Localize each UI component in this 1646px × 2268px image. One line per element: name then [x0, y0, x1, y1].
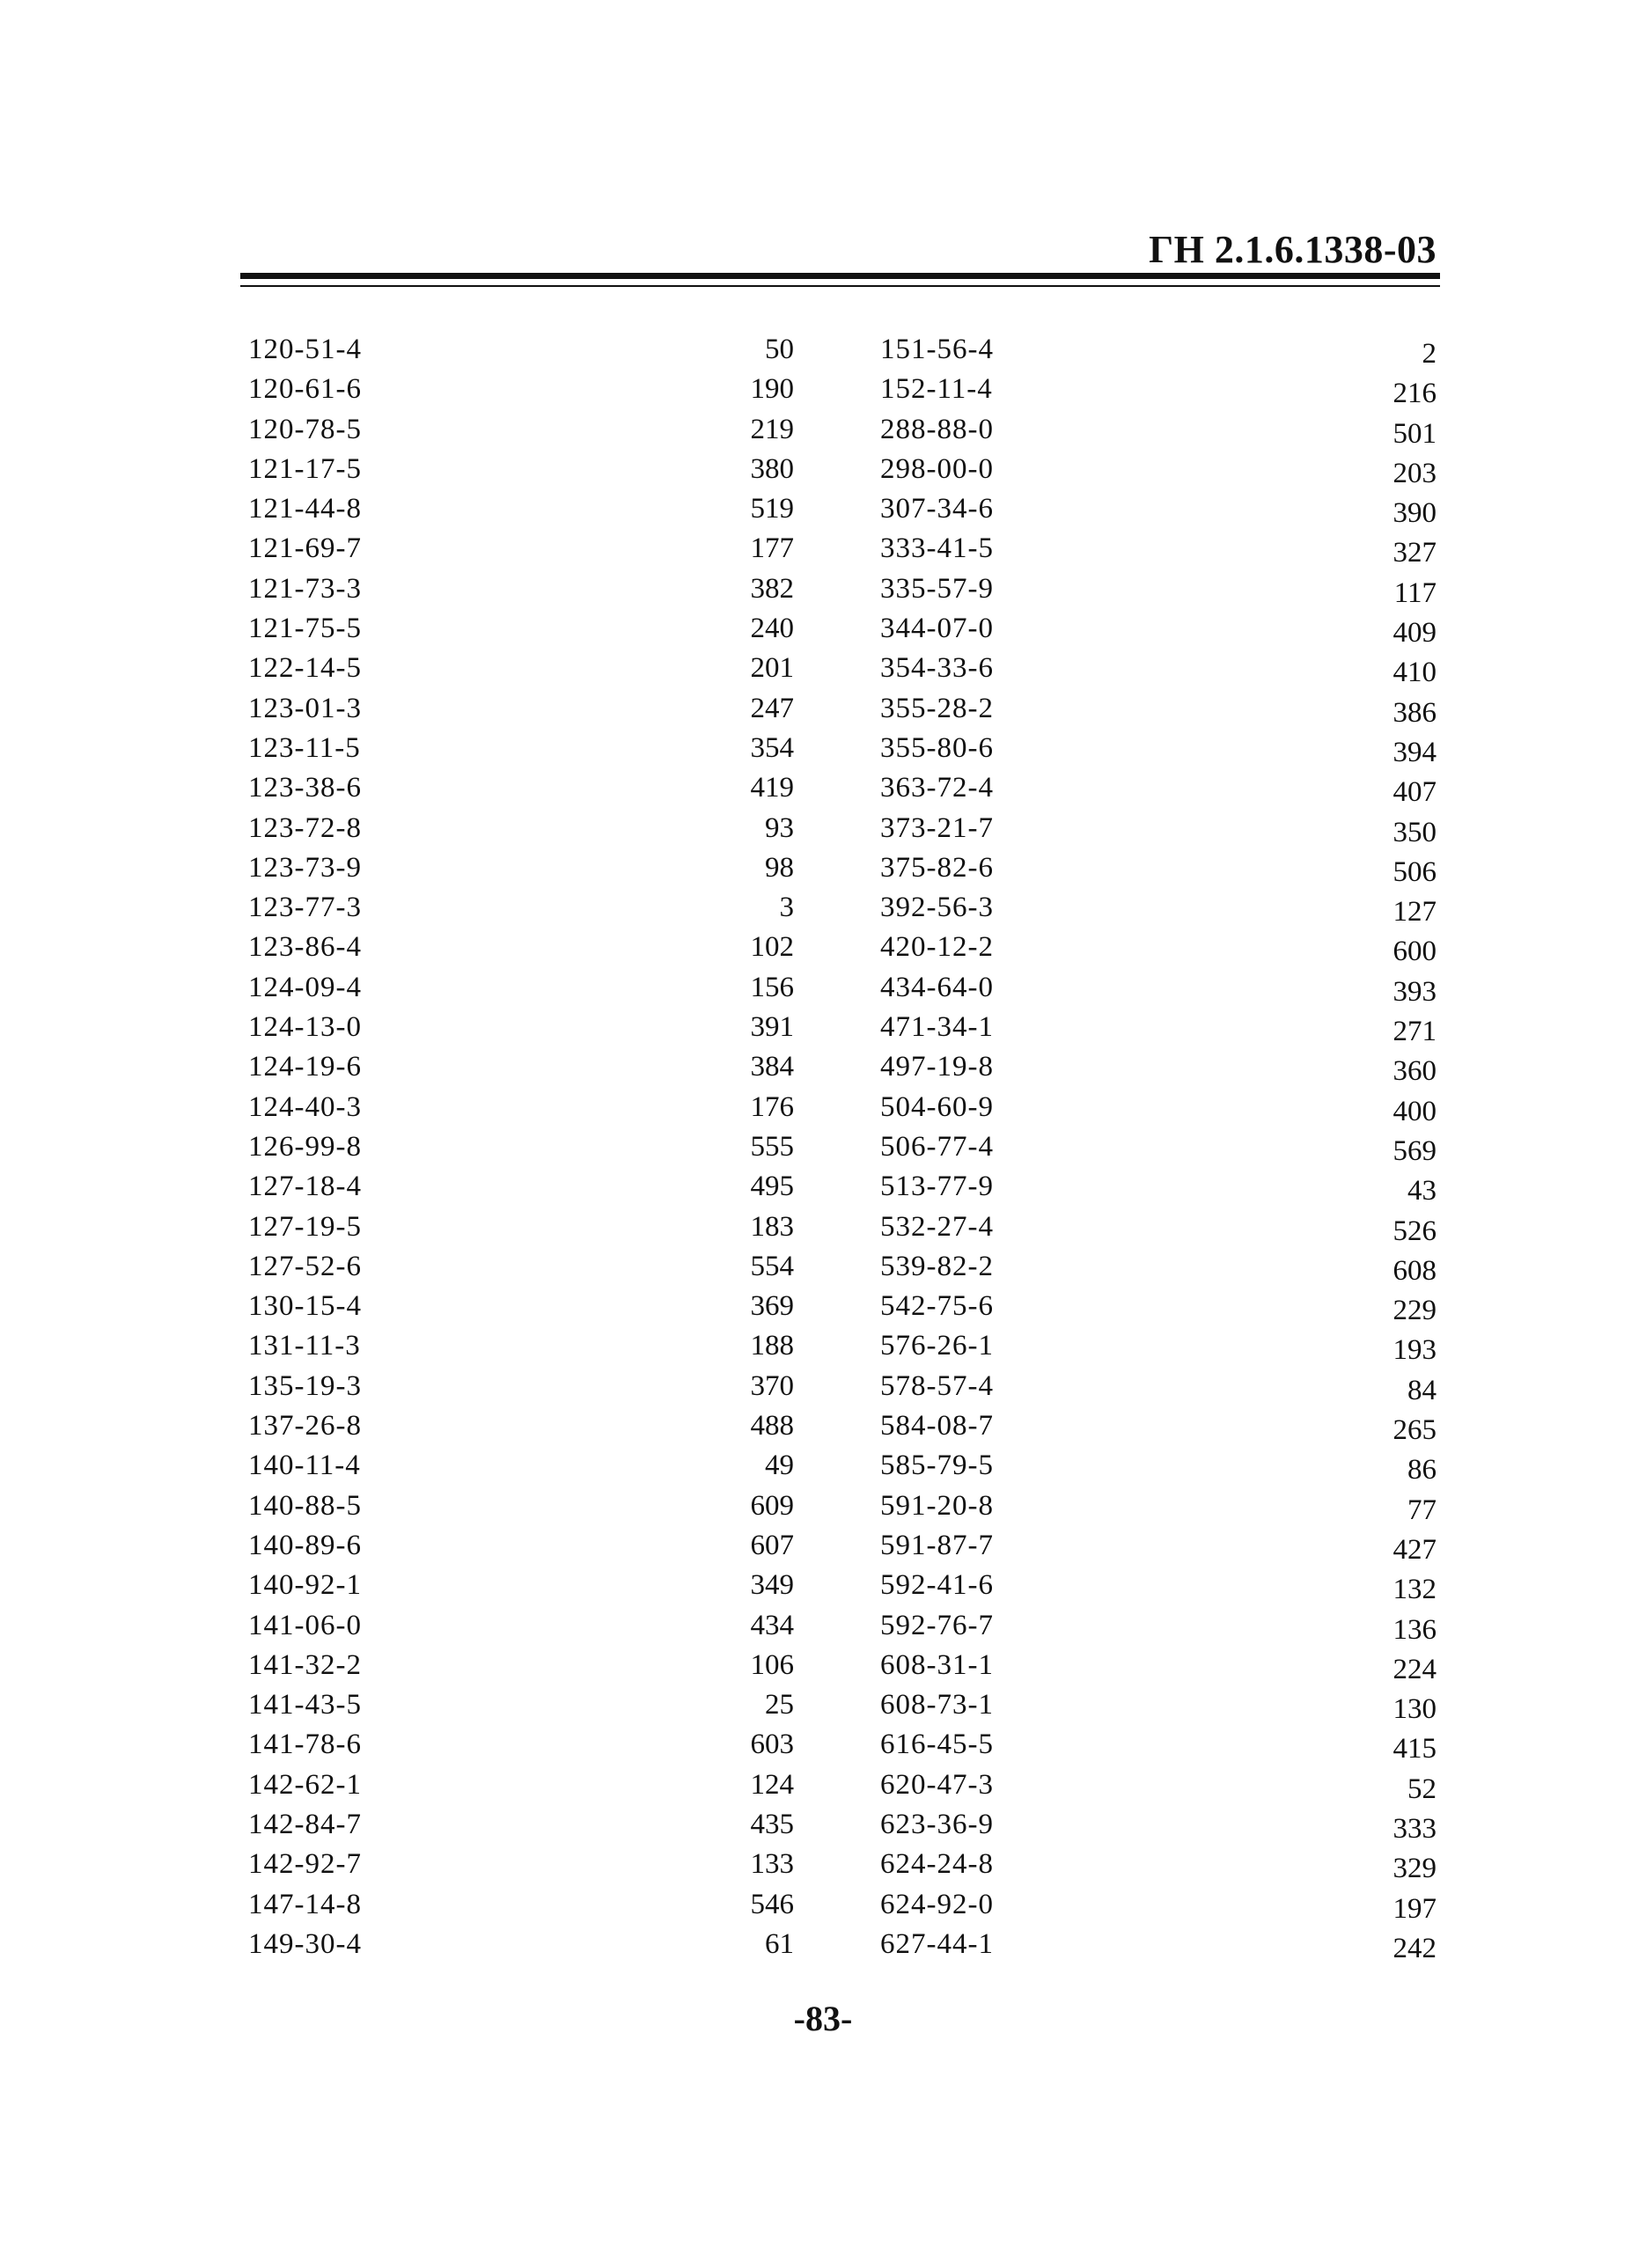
cas-number: 363-72-4 [880, 772, 994, 804]
document-code: ГН 2.1.6.1338-03 [1149, 228, 1437, 271]
reference-number: 219 [750, 413, 794, 445]
index-row [248, 1127, 794, 1167]
cas-number: 591-87-7 [880, 1529, 994, 1561]
index-row [248, 888, 794, 928]
cas-number: 127-52-6 [248, 1250, 362, 1282]
cas-number: 420-12-2 [880, 931, 994, 964]
index-row [880, 1326, 1437, 1366]
index-row [248, 1326, 794, 1366]
cas-number: 121-73-3 [248, 572, 362, 605]
cas-number: 140-92-1 [248, 1569, 362, 1602]
index-row [248, 689, 794, 729]
reference-number: 382 [750, 572, 794, 605]
index-row [880, 928, 1437, 967]
index-row [880, 1127, 1437, 1167]
reference-number: 434 [750, 1609, 794, 1641]
cas-number: 335-57-9 [880, 572, 994, 605]
cas-number: 354-33-6 [880, 652, 994, 685]
cas-number: 592-76-7 [880, 1609, 994, 1641]
reference-number: 603 [750, 1729, 794, 1761]
index-row [880, 1486, 1437, 1526]
cas-number: 375-82-6 [880, 851, 994, 884]
index-column-left [248, 330, 794, 1967]
reference-number: 333 [1392, 1812, 1437, 1845]
cas-number: 333-41-5 [880, 532, 994, 565]
cas-number: 307-34-6 [880, 493, 994, 525]
index-row [248, 968, 794, 1008]
cas-number: 149-30-4 [248, 1927, 362, 1960]
reference-number: 435 [750, 1808, 794, 1840]
reference-number: 84 [1407, 1374, 1437, 1406]
reference-number: 369 [750, 1290, 794, 1323]
cas-number: 355-80-6 [880, 731, 994, 764]
index-row [248, 1367, 794, 1406]
reference-number: 608 [1392, 1254, 1437, 1287]
index-row [248, 1287, 794, 1326]
index-row [880, 1047, 1437, 1087]
reference-number: 98 [765, 851, 794, 884]
index-row [880, 569, 1437, 609]
cas-number: 576-26-1 [880, 1330, 994, 1362]
cas-number: 137-26-8 [248, 1410, 362, 1442]
reference-number: 427 [1392, 1533, 1437, 1566]
cas-number: 147-14-8 [248, 1888, 362, 1920]
reference-number: 419 [750, 772, 794, 804]
reference-number: 229 [1392, 1295, 1437, 1327]
cas-number: 127-18-4 [248, 1171, 362, 1203]
cas-number: 140-89-6 [248, 1529, 362, 1561]
reference-number: 224 [1392, 1653, 1437, 1685]
reference-number: 488 [750, 1410, 794, 1442]
reference-number: 370 [750, 1369, 794, 1402]
index-row [248, 1526, 794, 1566]
index-row [248, 1765, 794, 1805]
reference-number: 271 [1392, 1016, 1437, 1048]
reference-number: 415 [1392, 1733, 1437, 1765]
cas-number: 355-28-2 [880, 692, 994, 724]
reference-number: 132 [1392, 1574, 1437, 1606]
header-rule-thick [240, 273, 1440, 279]
index-row [880, 450, 1437, 489]
cas-number: 123-01-3 [248, 692, 362, 724]
page-number: -83- [793, 1999, 853, 2038]
reference-number: 360 [1392, 1055, 1437, 1088]
reference-number: 52 [1407, 1773, 1437, 1805]
index-row [880, 1566, 1437, 1605]
index-row [248, 1566, 794, 1605]
index-row [248, 1047, 794, 1087]
reference-number: 519 [750, 493, 794, 525]
reference-number: 117 [1393, 576, 1437, 609]
reference-number: 354 [750, 731, 794, 764]
cas-number: 627-44-1 [880, 1927, 994, 1960]
reference-number: 495 [750, 1171, 794, 1203]
index-row [248, 450, 794, 489]
index-row [248, 330, 794, 370]
cas-number: 121-75-5 [248, 613, 362, 645]
reference-number: 102 [750, 931, 794, 964]
cas-number: 124-40-3 [248, 1090, 362, 1123]
reference-number: 176 [750, 1090, 794, 1123]
reference-number: 409 [1392, 617, 1437, 650]
index-row [880, 489, 1437, 529]
reference-number: 600 [1392, 936, 1437, 968]
reference-number: 106 [750, 1648, 794, 1681]
cas-number: 123-38-6 [248, 772, 362, 804]
index-row [880, 1406, 1437, 1446]
reference-number: 546 [750, 1888, 794, 1920]
cas-number: 141-06-0 [248, 1609, 362, 1641]
cas-number: 624-92-0 [880, 1888, 994, 1920]
reference-number: 127 [1392, 896, 1437, 928]
cas-number: 123-11-5 [248, 731, 361, 764]
index-row [248, 1725, 794, 1765]
index-row [880, 609, 1437, 649]
reference-number: 86 [1407, 1454, 1437, 1486]
cas-number: 532-27-4 [880, 1210, 994, 1243]
reference-number: 247 [750, 692, 794, 724]
index-row [248, 609, 794, 649]
cas-number: 592-41-6 [880, 1569, 994, 1602]
index-row [248, 1925, 794, 1964]
cas-number: 123-77-3 [248, 892, 362, 924]
cas-number: 126-99-8 [248, 1130, 362, 1163]
cas-number: 298-00-0 [880, 452, 994, 485]
reference-number: 136 [1392, 1613, 1437, 1646]
reference-number: 391 [750, 1011, 794, 1044]
reference-number: 190 [750, 373, 794, 406]
cas-number: 504-60-9 [880, 1090, 994, 1123]
reference-number: 390 [1392, 497, 1437, 530]
index-row [248, 729, 794, 768]
reference-number: 216 [1392, 378, 1437, 410]
index-row [880, 768, 1437, 808]
cas-number: 124-19-6 [248, 1051, 362, 1083]
cas-number: 471-34-1 [880, 1011, 994, 1044]
cas-number: 591-20-8 [880, 1489, 994, 1522]
header-rule-thin [240, 285, 1440, 287]
index-row [248, 569, 794, 609]
cas-number: 497-19-8 [880, 1051, 994, 1083]
index-row [248, 1247, 794, 1287]
index-row [248, 1845, 794, 1884]
cas-number: 142-62-1 [248, 1768, 362, 1801]
reference-number: 393 [1392, 975, 1437, 1008]
cas-number: 624-24-8 [880, 1848, 994, 1881]
cas-number: 122-14-5 [248, 652, 362, 685]
index-row [880, 888, 1437, 928]
index-row [880, 330, 1437, 370]
reference-number: 609 [750, 1489, 794, 1522]
index-row [248, 1606, 794, 1646]
reference-number: 3 [779, 892, 794, 924]
cas-number: 123-86-4 [248, 931, 362, 964]
reference-number: 61 [765, 1927, 794, 1960]
index-row [880, 1646, 1437, 1685]
cas-number: 141-43-5 [248, 1689, 362, 1721]
index-row [880, 809, 1437, 848]
cas-number: 623-36-9 [880, 1808, 994, 1840]
cas-number: 124-09-4 [248, 971, 362, 1003]
cas-number: 140-88-5 [248, 1489, 362, 1522]
reference-number: 569 [1392, 1134, 1437, 1167]
cas-number: 151-56-4 [880, 334, 994, 365]
index-row [248, 928, 794, 967]
index-row [248, 649, 794, 688]
reference-number: 327 [1392, 537, 1437, 569]
index-row [880, 689, 1437, 729]
cas-number: 288-88-0 [880, 413, 994, 445]
cas-number: 373-21-7 [880, 811, 994, 844]
index-row [248, 1685, 794, 1725]
index-row [880, 1287, 1437, 1326]
reference-number: 124 [750, 1768, 794, 1801]
cas-number: 135-19-3 [248, 1369, 362, 1402]
index-row [880, 1845, 1437, 1884]
reference-number: 188 [750, 1330, 794, 1362]
cas-number: 513-77-9 [880, 1171, 994, 1203]
reference-number: 386 [1392, 696, 1437, 729]
reference-number: 93 [765, 811, 794, 844]
reference-number: 49 [765, 1450, 794, 1482]
index-row [248, 529, 794, 569]
cas-number: 121-44-8 [248, 493, 362, 525]
index-row [880, 729, 1437, 768]
index-row [880, 1008, 1437, 1047]
cas-number: 121-69-7 [248, 532, 362, 565]
cas-number: 392-56-3 [880, 892, 994, 924]
reference-number: 133 [750, 1848, 794, 1881]
cas-number: 620-47-3 [880, 1768, 994, 1801]
reference-number: 183 [750, 1210, 794, 1243]
index-row [880, 1526, 1437, 1566]
index-row [880, 1367, 1437, 1406]
index-row [248, 1406, 794, 1446]
reference-number: 350 [1392, 816, 1437, 848]
reference-number: 201 [750, 652, 794, 685]
index-row [880, 1207, 1437, 1247]
cas-number: 608-31-1 [880, 1648, 994, 1681]
cas-number: 120-51-4 [248, 334, 362, 365]
index-row [880, 410, 1437, 450]
index-row [248, 1167, 794, 1207]
index-row [880, 1606, 1437, 1646]
cas-number: 131-11-3 [248, 1330, 361, 1362]
index-row [248, 410, 794, 450]
reference-number: 384 [750, 1051, 794, 1083]
cas-number: 141-32-2 [248, 1648, 362, 1681]
index-row [880, 1925, 1437, 1964]
index-row [248, 489, 794, 529]
index-row [248, 809, 794, 848]
reference-number: 43 [1407, 1175, 1437, 1207]
reference-number: 501 [1392, 417, 1437, 450]
index-row [880, 1765, 1437, 1805]
reference-number: 554 [750, 1250, 794, 1282]
index-row [248, 1646, 794, 1685]
cas-number: 141-78-6 [248, 1729, 362, 1761]
reference-number: 410 [1392, 657, 1437, 689]
index-row [248, 1207, 794, 1247]
cas-number: 434-64-0 [880, 971, 994, 1003]
reference-number: 193 [1392, 1334, 1437, 1367]
cas-number: 123-72-8 [248, 811, 362, 844]
index-row [248, 1486, 794, 1526]
cas-number: 127-19-5 [248, 1210, 362, 1243]
cas-number: 142-92-7 [248, 1848, 362, 1881]
index-row [880, 649, 1437, 688]
cas-number: 124-13-0 [248, 1011, 362, 1044]
index-row [248, 370, 794, 409]
index-row [248, 1446, 794, 1486]
reference-number: 394 [1392, 736, 1437, 768]
cas-number: 616-45-5 [880, 1729, 994, 1761]
cas-number: 506-77-4 [880, 1130, 994, 1163]
cas-number: 152-11-4 [880, 373, 993, 406]
reference-number: 400 [1392, 1095, 1437, 1127]
reference-number: 526 [1392, 1215, 1437, 1247]
cas-number: 608-73-1 [880, 1689, 994, 1721]
reference-number: 265 [1392, 1414, 1437, 1447]
index-row [880, 529, 1437, 569]
index-row [880, 1247, 1437, 1287]
index-row [248, 1805, 794, 1845]
cas-number: 130-15-4 [248, 1290, 362, 1323]
reference-number: 2 [1422, 338, 1437, 370]
reference-number: 130 [1392, 1693, 1437, 1726]
reference-number: 156 [750, 971, 794, 1003]
reference-number: 197 [1392, 1892, 1437, 1925]
cas-number: 578-57-4 [880, 1369, 994, 1402]
reference-number: 555 [750, 1130, 794, 1163]
reference-number: 240 [750, 613, 794, 645]
cas-number: 121-17-5 [248, 452, 362, 485]
index-row [880, 1167, 1437, 1207]
cas-number: 539-82-2 [880, 1250, 994, 1282]
cas-number: 123-73-9 [248, 851, 362, 884]
cas-number: 585-79-5 [880, 1450, 994, 1482]
cas-number: 542-75-6 [880, 1290, 994, 1323]
cas-number: 140-11-4 [248, 1450, 361, 1482]
reference-number: 77 [1407, 1494, 1437, 1526]
reference-number: 203 [1392, 457, 1437, 489]
index-row [248, 768, 794, 808]
reference-number: 242 [1392, 1932, 1437, 1964]
reference-number: 607 [750, 1529, 794, 1561]
cas-number: 120-61-6 [248, 373, 362, 406]
reference-number: 177 [750, 532, 794, 565]
index-row [248, 848, 794, 888]
index-row [248, 1088, 794, 1127]
cas-number: 344-07-0 [880, 613, 994, 645]
reference-number: 349 [750, 1569, 794, 1602]
cas-number: 584-08-7 [880, 1410, 994, 1442]
reference-number: 506 [1392, 855, 1437, 888]
index-row [248, 1885, 794, 1925]
index-row [880, 1805, 1437, 1845]
index-row [880, 968, 1437, 1008]
reference-number: 50 [765, 334, 794, 365]
cas-number: 142-84-7 [248, 1808, 362, 1840]
index-row [248, 1008, 794, 1047]
index-column-right [880, 330, 1437, 1967]
reference-number: 407 [1392, 776, 1437, 809]
reference-number: 329 [1392, 1853, 1437, 1885]
index-row [880, 1088, 1437, 1127]
index-row [880, 1725, 1437, 1765]
reference-number: 380 [750, 452, 794, 485]
index-row [880, 370, 1437, 409]
cas-number: 120-78-5 [248, 413, 362, 445]
index-row [880, 1446, 1437, 1486]
index-row [880, 848, 1437, 888]
reference-number: 25 [765, 1689, 794, 1721]
index-row [880, 1885, 1437, 1925]
index-row [880, 1685, 1437, 1725]
